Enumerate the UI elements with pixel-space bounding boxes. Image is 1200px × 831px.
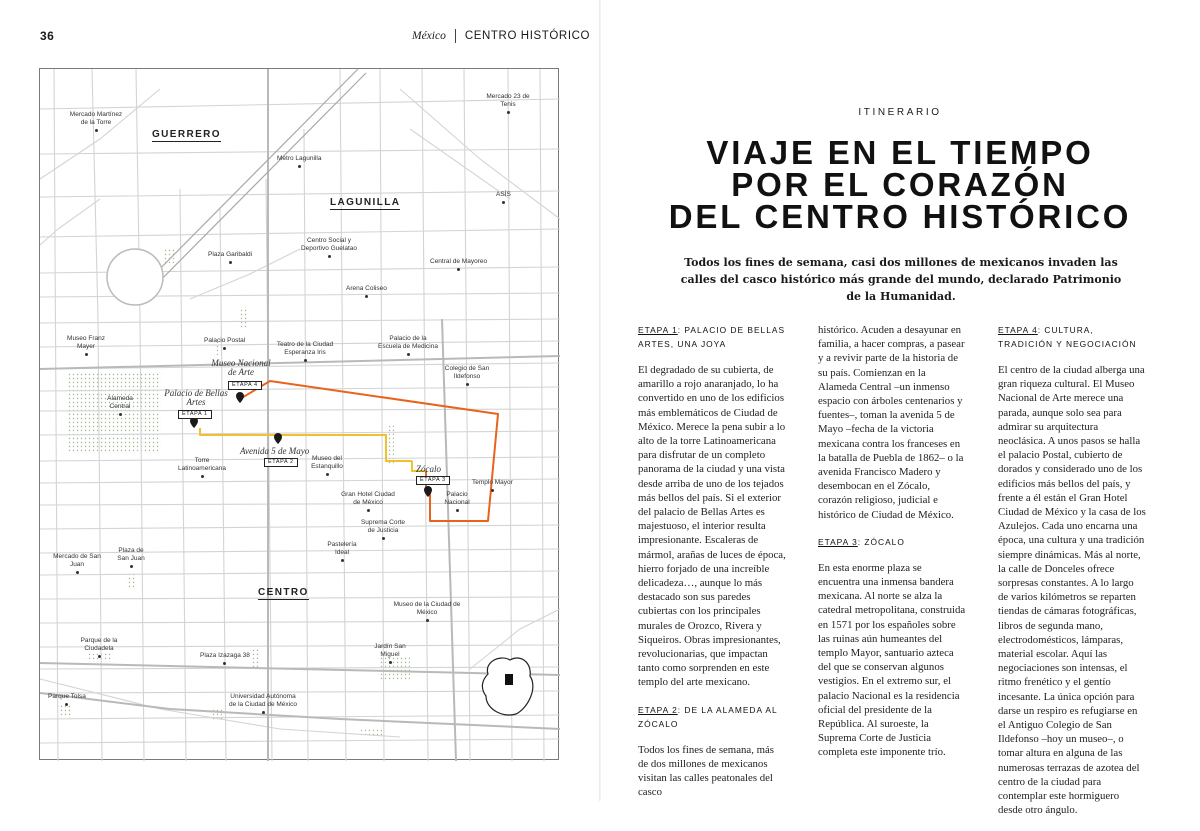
pin-icon — [274, 433, 282, 444]
stage-tag-2: ETAPA 2 — [264, 458, 298, 467]
pin-icon — [236, 392, 244, 403]
header-country: México — [412, 30, 446, 42]
place-label: ASÍS — [496, 191, 511, 204]
stage-tag-3: ETAPA 3 — [416, 476, 450, 485]
place-label: Pastelería Ideal — [320, 541, 364, 562]
title-line: POR EL CORAZÓN — [731, 166, 1069, 203]
place-label: Suprema Corte de Justicia — [358, 519, 408, 540]
place-label: Jardín San Miguel — [370, 643, 410, 664]
route-label-museo-arte: Museo Nacional de Arte — [211, 358, 271, 377]
neighborhood-lagunilla: LAGUNILLA — [330, 197, 401, 208]
place-label: Gran Hotel Ciudad de México — [338, 491, 398, 512]
park-plot — [58, 704, 72, 718]
header-divider — [455, 29, 456, 43]
route-label-avenida: Avenida 5 de Mayo — [240, 446, 310, 456]
park-plot — [239, 307, 248, 329]
place-label: Plaza Garibaldi — [208, 251, 252, 264]
paragraph: histórico. Acuden a desayunar en familia, a hacer compras, a pasear y a revivir parte de la historia de su país. Comienzan en la Alameda Central –un inmenso espacio con árboles centenarios y fuentes–, toman la avenida 5 de Mayo –fecha de la victoria mexicana contra los franceses en la batalla de Puebla de 1862– o la avenida Francisco Madero y desembocan en el Zócalo, corazón religioso, judicial e histórico de Ciudad de México. — [818, 324, 965, 521]
itinerary-map — [39, 68, 559, 760]
section-heading-etapa-4: ETAPA 4: CULTURA, TRADICIÓN Y NEGOCIACIÓN — [998, 325, 1137, 349]
neighborhood-guerrero: GUERRERO — [152, 129, 221, 140]
article-column-1 — [638, 323, 786, 812]
page-number: 36 — [40, 29, 55, 43]
section-heading-etapa-2: ETAPA 2: DE LA ALAMEDA AL ZÓCALO — [638, 704, 778, 729]
section-heading-etapa-3: ETAPA 3: ZÓCALO — [818, 536, 905, 547]
running-header — [412, 29, 590, 43]
place-label: Colegio de San Ildefonso — [444, 365, 490, 386]
paragraph: En esta enorme plaza se encuentra una inmensa bandera mexicana. Al norte se alza la catedral metropolitana, construida en 1571 por los españoles sobre las ruinas aún humeantes del templo Mayor, santuario azteca del que se conservan algunos vestigios. En el extremo sur, el palacio Nacional es la residencia oficial del presidente de la República. Al suroeste, la Suprema Corte de Justicia completa este imponente trío. — [818, 561, 966, 759]
place-label: Mercado Martínez de la Torre — [66, 111, 126, 132]
park-plot — [250, 649, 260, 667]
paragraph: El centro de la ciudad alberga una gran riqueza cultural. El Museo Nacional de Arte merece una parada, aunque solo sea para admirar su arquitectura neoclásica. A unos pasos se halla el palacio Postal, cubierto de dorados y considerado uno de los edificios más bellos del país, y frente a él están el Gran Hotel Ciudad de México y la casa de los Azulejos. Cada uno encarna una época, una cultura y una tradición siempre dinámicas. Más al norte, la calle de Donceles ofrece sorpresas constantes. A lo largo de varios kilómetros se reparten tiendas de cámaras fotográficas, libros de segunda mano, electrodomésticos, lámparas, material escolar. Aquí las negociaciones son intensas, el ritmo frenético y el gentío incesante. La única opción para darse un respiro es refugiarse en el Antiguo Colegio de San Ildefonso –hoy un museo–, o tomar altura en alguna de las numerosas terrazas de azotea del centro de la ciudad para contemplar este hormiguero desde otro ángulo. — [998, 364, 1146, 817]
park-plot — [126, 574, 136, 588]
place-label: Plaza Izazaga 38 — [200, 652, 250, 665]
place-label: Teatro de la Ciudad Esperanza Iris — [274, 341, 336, 362]
place-label: Mercado 23 de Tenis — [486, 93, 530, 114]
place-label: Palacio de la Escuela de Medicina — [378, 335, 438, 356]
place-label: Museo del Estanquillo — [302, 455, 352, 476]
place-label: Parque Tolsa — [48, 693, 86, 706]
place-label: Alameda Central — [100, 395, 140, 416]
neighborhood-centro: CENTRO — [258, 587, 309, 598]
place-label: Museo Franz Mayer — [64, 335, 108, 356]
place-label: Universidad Autónoma de la Ciudad de México — [228, 693, 298, 714]
article-column-3 — [998, 323, 1146, 831]
stage-tag-1: ETAPA 1 — [178, 410, 212, 419]
place-label: Mercado de San Juan — [52, 553, 102, 574]
place-label: Museo de la Ciudad de México — [392, 601, 462, 622]
cdmx-outline-icon — [482, 658, 532, 715]
locator-inset — [482, 658, 532, 715]
place-label: Centro Social y Deportivo Guelatao — [297, 237, 361, 258]
paragraph: El degradado de su cubierta, de amarillo a rojo anaranjado, lo ha convertido en uno de los edificios más emblemáticos de Ciudad de México. Merece la pena subir a lo alto de la torre Latinoamericana para disfrutar de un completo panorama de la ciudad y una vista desde arriba de uno de los tejados más bellos del país. Si el exterior del palacio de Bellas Artes es majestuoso, el interior resulta impresionante. Escaleras de mármol, arañas de luces de época, hierro forjado de una increíble delicadeza…, aunque lo más destacado son sus paredes cubiertas con los principales murales de Orozco, Rivera y Siqueiros. Obras impresionantes, revolucionarias, que impactan tanto como sorprenden en este templo del arte mexicano. — [638, 364, 786, 689]
stage-tag-4: ETAPA 4 — [228, 381, 262, 390]
locator-highlight — [505, 674, 513, 685]
place-label: Templo Mayor — [472, 479, 513, 492]
route-label-bellas-artes: Palacio de Bellas Artes — [164, 388, 228, 407]
place-label: Palacio Nacional — [440, 491, 474, 512]
page-gutter — [599, 0, 601, 801]
place-label: Arena Coliseo — [346, 285, 387, 298]
place-label: Palacio Postal — [204, 337, 245, 350]
article-column-2 — [818, 323, 966, 773]
park-plot — [164, 249, 176, 263]
place-label: Metro Lagunilla — [277, 155, 321, 168]
map-railway — [130, 69, 366, 303]
place-label: Central de Mayoreo — [430, 258, 487, 271]
article-kicker: ITINERARIO — [858, 107, 942, 118]
title-line: DEL CENTRO HISTÓRICO — [668, 198, 1132, 235]
title-line: VIAJE EN EL TIEMPO — [706, 134, 1094, 171]
paragraph: Todos los fines de semana, más de dos millones de mexicanos visitan las calles peatonales del casco — [638, 743, 774, 799]
place-label: Plaza de San Juan — [114, 547, 148, 568]
article-intro: Todos los fines de semana, casi dos millones de mexicanos invaden las calles del casco histórico más grande del mundo, declarado Patrimonio de la Humanidad. — [680, 256, 1122, 303]
route-label-zocalo: Zócalo — [416, 464, 442, 474]
header-section: CENTRO HISTÓRICO — [464, 30, 591, 42]
place-label: Torre Latinoamericana — [170, 457, 234, 478]
article-title — [600, 134, 1200, 235]
map-roundabout — [107, 249, 163, 305]
place-label: Parque de la Ciudadela — [74, 637, 124, 658]
section-heading-etapa-1: ETAPA 1: PALACIO DE BELLAS ARTES, UNA JOYA — [638, 325, 786, 349]
